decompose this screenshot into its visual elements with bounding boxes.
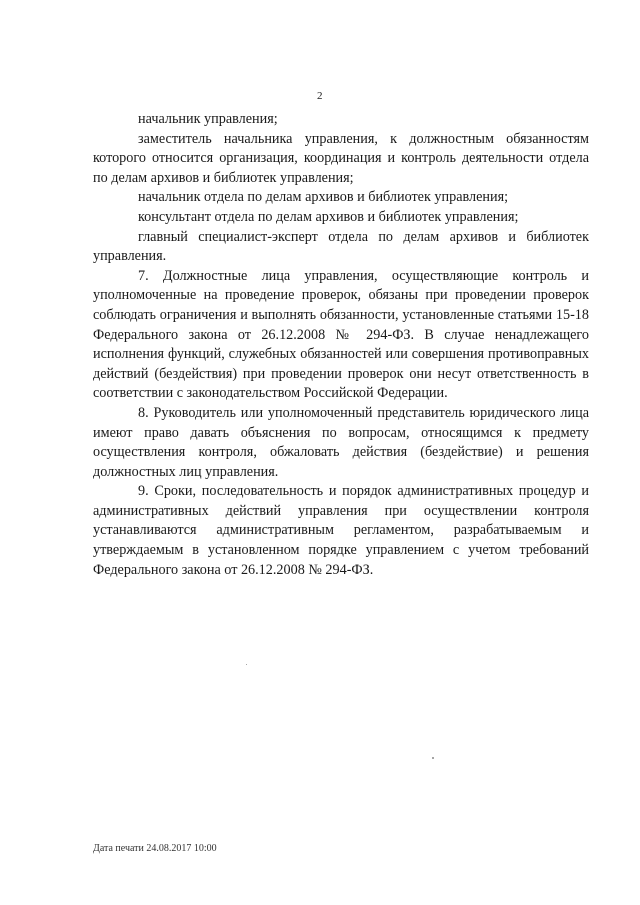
print-date: Дата печати 24.08.2017 10:00 [93, 843, 217, 854]
paragraph: главный специалист-эксперт отдела по делам архивов и библиотек управления. [93, 228, 589, 265]
scan-speck [246, 664, 247, 665]
page-number: 2 [317, 90, 323, 102]
paragraph: 9. Сроки, последовательность и порядок административных процедур и административных действий управления при осуществлении контроля устанавливаются административным регламентом, разрабатываемым и утверждаемым в установленном порядке управлением с учетом требований Федерального закона от 26.12.2008 № 294-ФЗ. [93, 483, 589, 578]
paragraph: начальник управления; [138, 111, 278, 127]
paragraph: заместитель начальника управления, к должностным обязанностям которого относится организация, координация и контроль деятельности отдела по делам архивов и библиотек управления; [93, 130, 589, 186]
paragraph: начальник отдела по делам архивов и библиотек управления; [138, 189, 509, 206]
paragraph: 8. Руководитель или уполномоченный представитель юридического лица имеют право давать объяснения по вопросам, относящимся к предмету осуществления контроля, обжаловать действия (бездействие) и решения должностных лиц управления. [93, 404, 589, 480]
paragraph: 7. Должностные лица управления, осуществляющие контроль и уполномоченные на проведение проверок, обязаны при проведении проверок соблюдать ограничения и выполнять обязанности, установленные статьями 15-18 Федерального закона от 26.12.2008 № 294-ФЗ. В случае ненадлежащего исполнения функций, служебных обязанностей или совершения противоправных действий (бездействия) при проведении проверок они несут ответственность в соответствии с законодательством Российской Федерации. [93, 267, 589, 402]
paragraph: консультант отдела по делам архивов и библиотек управления; [138, 208, 519, 225]
document-body [93, 110, 589, 580]
scan-speck [432, 757, 434, 759]
